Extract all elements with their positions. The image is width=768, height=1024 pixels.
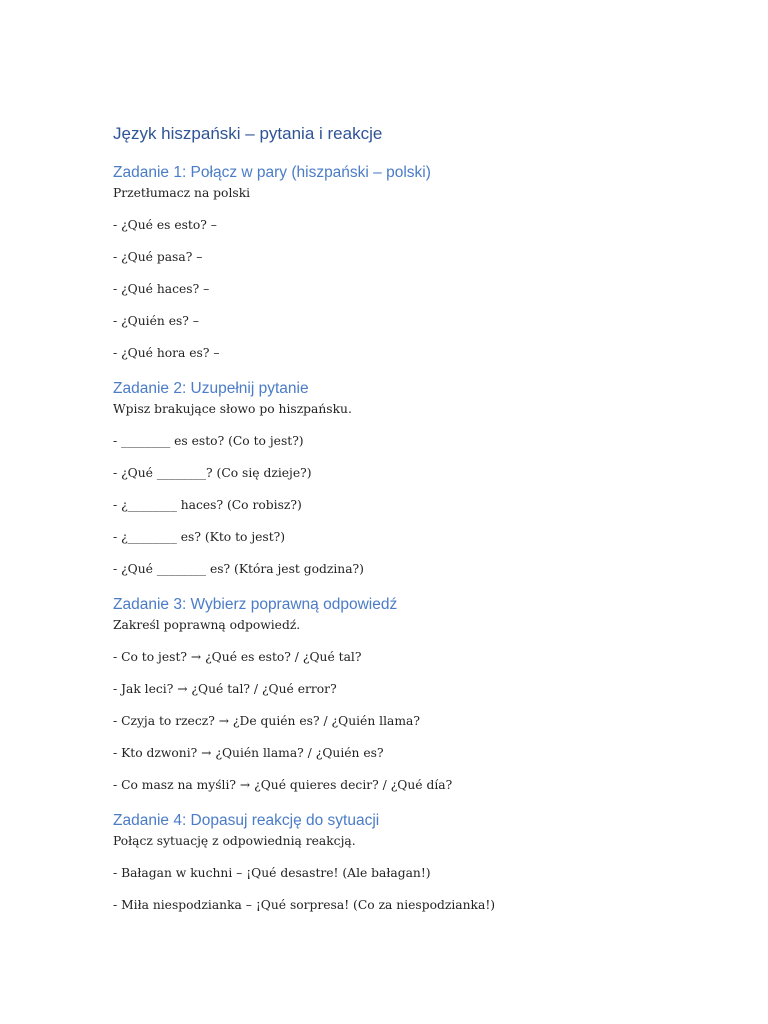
section-zadanie-2 (113, 379, 733, 578)
section-instruction: Przetłumacz na polski (113, 186, 251, 200)
exercise-item: - ¿Qué es esto? – (113, 218, 217, 232)
section-heading: Zadanie 2: Uzupełnij pytanie (113, 380, 309, 397)
exercise-item: - ¿Qué pasa? – (113, 250, 203, 264)
exercise-item: - Czyja to rzecz? → ¿De quién es? / ¿Quién llama? (113, 714, 420, 728)
exercise-item: - Jak leci? → ¿Qué tal? / ¿Qué error? (113, 682, 337, 696)
exercise-item: - Co masz na myśli? → ¿Qué quieres decir? / ¿Qué día? (113, 778, 453, 792)
exercise-item: - Kto dzwoni? → ¿Quién llama? / ¿Quién es? (113, 746, 384, 760)
exercise-item: - Bałagan w kuchni – ¡Qué desastre! (Ale bałagan!) (113, 866, 431, 880)
exercise-item: - ¿Qué hora es? – (113, 346, 220, 360)
section-instruction: Zakreśl poprawną odpowiedź. (113, 618, 301, 632)
exercise-item: - ¿Qué ________ es? (Która jest godzina?) (113, 562, 364, 576)
section-zadanie-3 (113, 595, 733, 794)
section-instruction: Wpisz brakujące słowo po hiszpańsku. (113, 402, 352, 416)
exercise-item: - ¿________ es? (Kto to jest?) (113, 530, 286, 544)
section-instruction: Połącz sytuację z odpowiednią reakcją. (113, 834, 356, 848)
exercise-item: - ________ es esto? (Co to jest?) (113, 434, 304, 448)
section-zadanie-1 (113, 163, 733, 362)
section-heading: Zadanie 3: Wybierz poprawną odpowiedź (113, 596, 398, 613)
exercise-item: - ¿Qué ________? (Co się dzieje?) (113, 466, 312, 480)
exercise-item: - ¿Qué haces? – (113, 282, 210, 296)
section-heading: Zadanie 4: Dopasuj reakcję do sytuacji (113, 812, 380, 829)
section-zadanie-4 (113, 811, 733, 914)
section-heading: Zadanie 1: Połącz w pary (hiszpański – polski) (113, 164, 431, 181)
exercise-item: - ¿________ haces? (Co robisz?) (113, 498, 302, 512)
exercise-item: - Miła niespodzianka – ¡Qué sorpresa! (Co za niespodzianka!) (113, 898, 496, 912)
exercise-item: - Co to jest? → ¿Qué es esto? / ¿Qué tal? (113, 650, 362, 664)
exercise-item: - ¿Quién es? – (113, 314, 199, 328)
document-title: Język hiszpański – pytania i reakcje (113, 124, 383, 143)
